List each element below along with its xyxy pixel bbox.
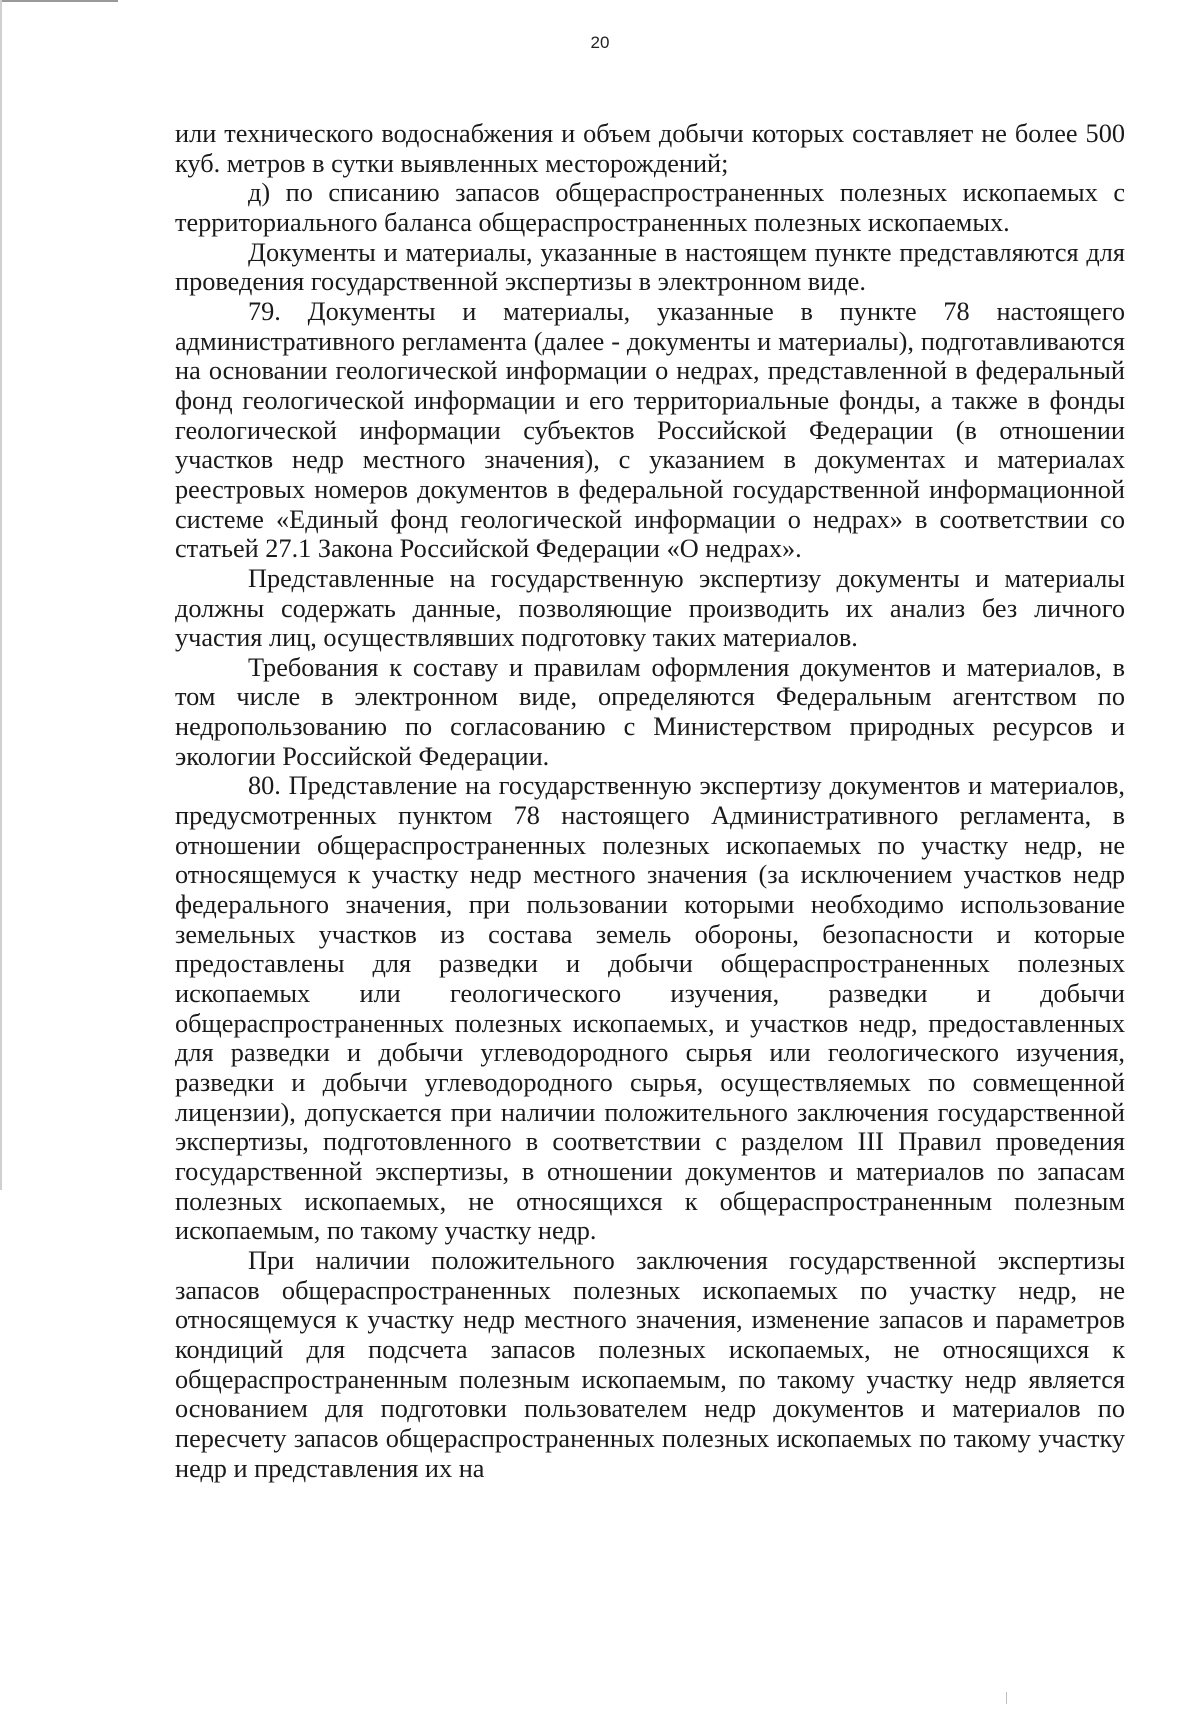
page-number: 20 xyxy=(590,33,610,52)
paragraph-item-d: д) по списанию запасов общераспространенных полезных ископаемых с территориального баланса общераспространенных полезных ископаемых. xyxy=(175,178,1125,237)
document-body xyxy=(175,119,1125,1483)
paragraph-electronic-form: Документы и материалы, указанные в настоящем пункте представляются для проведения государственной экспертизы в электронном виде. xyxy=(175,237,1125,297)
scan-mark xyxy=(1006,1692,1007,1704)
paragraph-requirements: Требования к составу и правилам оформления документов и материалов, в том числе в электронном виде, определяются Федеральным агентством по недропользованию по согласованию с Министерством природных ресурсов и экологии Российской Федерации. xyxy=(175,652,1125,771)
paragraph-intro-continuation: или технического водоснабжения и объем добычи которых составляет не более 500 куб. метров в сутки выявленных месторождений; xyxy=(175,119,1125,178)
scan-edge-top xyxy=(0,0,118,2)
paragraph-80: 80. Представление на государственную экспертизу документов и материалов, предусмотренных пунктом 78 настоящего Административного регламента, в отношении общераспространенных полезных ископаемых по участку недр, не относящемуся к участку недр местного значения (за исключением участков недр федерального значения, при пользовании которыми необходимо использование земельных участков из состава земель обороны, безопасности и которые предоставлены для разведки и добычи общераспространенных полезных ископаемых или геологического изучения, разведки и добычи общераспространенных полезных ископаемых, и участков недр, предоставленных для разведки и добычи углеводородного сырья или геологического изучения, разведки и добычи углеводородного сырья, осуществляемых по совмещенной лицензии), допускается при наличии положительного заключения государственной экспертизы, подготовленного в соответствии с разделом III Правил проведения государственной экспертизы, в отношении документов и материалов по запасам полезных ископаемых, не относящихся к общераспространенным полезным ископаемым, по такому участку недр. xyxy=(175,771,1125,1246)
paragraph-analysis-data: Представленные на государственную экспертизу документы и материалы должны содержать данные, позволяющие производить их анализ без личного участия лиц, осуществлявших подготовку таких материалов. xyxy=(175,563,1125,653)
paragraph-positive-conclusion: При наличии положительного заключения государственной экспертизы запасов общераспространенных полезных ископаемых по участку недр, не относящемуся к участку недр местного значения, изменение запасов и параметров кондиций для подсчета запасов полезных ископаемых, не относящихся к общераспространенным полезным ископаемым, по такому участку недр является основанием для подготовки пользователем недр документов и материалов по пересчету запасов общераспространенных полезных ископаемых по такому участку недр и представления их на xyxy=(175,1245,1125,1483)
paragraph-79: 79. Документы и материалы, указанные в пункте 78 настоящего административного регламента (далее - документы и материалы), подготавливаются на основании геологической информации о недрах, представленной в федеральный фонд геологической информации и его территориальные фонды, а также в фонды геологической информации субъектов Российской Федерации (в отношении участков недр местного значения), с указанием в документах и материалах реестровых номеров документов в федеральной государственной информационной системе «Единый фонд геологической информации о недрах» в соответствии со статьей 27.1 Закона Российской Федерации «О недрах». xyxy=(175,296,1125,564)
scan-edge-left xyxy=(0,0,2,1190)
